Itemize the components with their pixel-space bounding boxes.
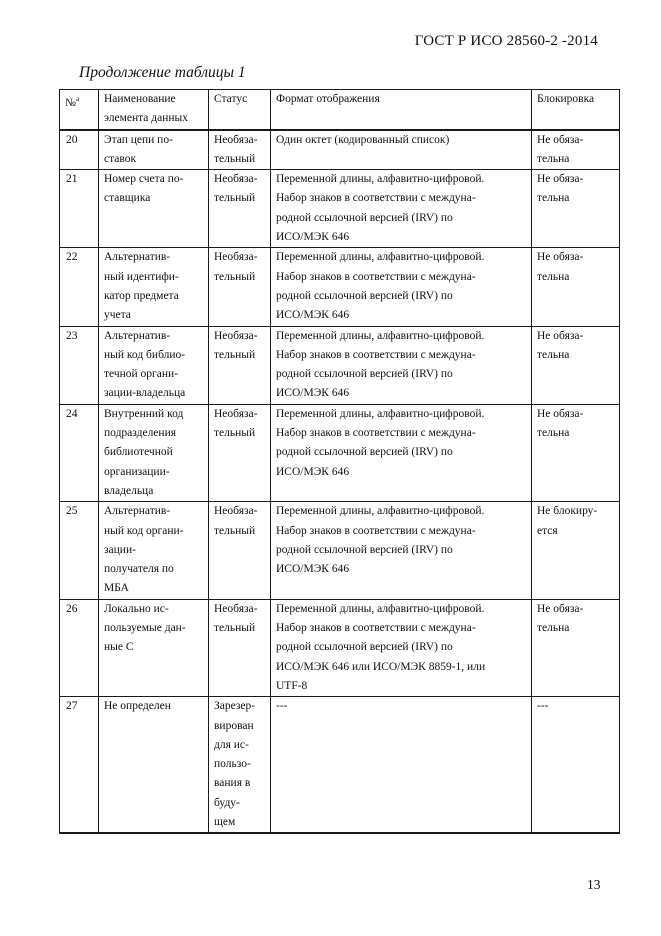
column-header-number	[60, 90, 99, 130]
cell-status: Необяза- тельный	[209, 248, 271, 326]
cell-format: Переменной длины, алфавитно-цифровой. Набор знаков в соответствии с междуна- родной ссылочной версией (IRV) по ИСО/МЭК 646 или ИСО/МЭК 8859-1, или UTF-8	[271, 599, 532, 696]
column-header-lock: Блокировка	[532, 90, 620, 130]
cell-format: Один октет (кодированный список)	[271, 130, 532, 170]
page-number: 13	[587, 877, 601, 892]
column-header-name: Наименование элемента данных	[99, 90, 209, 130]
cell-lock: ---	[532, 697, 620, 834]
cell-lock: Не обяза- тельна	[532, 248, 620, 326]
cell-status: Необяза- тельный	[209, 326, 271, 404]
cell-lock: Не обяза- тельна	[532, 326, 620, 404]
table-row	[60, 404, 620, 501]
document-header: ГОСТ Р ИСО 28560-2 -2014	[414, 33, 598, 49]
table-row	[60, 130, 620, 170]
cell-name: Альтернатив- ный код органи- зации- получателя по МБА	[99, 502, 209, 599]
cell-format: Переменной длины, алфавитно-цифровой. Набор знаков в соответствии с междуна- родной ссылочной версией (IRV) по ИСО/МЭК 646	[271, 404, 532, 501]
column-header-number-label: №	[65, 97, 76, 109]
cell-number: 20	[60, 130, 99, 170]
column-header-status: Статус	[209, 90, 271, 130]
cell-lock: Не обяза- тельна	[532, 404, 620, 501]
table-row	[60, 599, 620, 696]
cell-format: Переменной длины, алфавитно-цифровой. Набор знаков в соответствии с междуна- родной ссылочной версией (IRV) по ИСО/МЭК 646	[271, 248, 532, 326]
cell-format: Переменной длины, алфавитно-цифровой. Набор знаков в соответствии с междуна- родной ссылочной версией (IRV) по ИСО/МЭК 646	[271, 170, 532, 248]
table-row	[60, 502, 620, 599]
table-row	[60, 248, 620, 326]
cell-status: Необяза- тельный	[209, 502, 271, 599]
cell-lock: Не блокиру- ется	[532, 502, 620, 599]
cell-lock: Не обяза- тельна	[532, 170, 620, 248]
column-header-format: Формат отображения	[271, 90, 532, 130]
cell-lock: Не обяза- тельна	[532, 599, 620, 696]
cell-format: Переменной длины, алфавитно-цифровой. Набор знаков в соответствии с междуна- родной ссылочной версией (IRV) по ИСО/МЭК 646	[271, 502, 532, 599]
cell-name: Внутренний код подразделения библиотечной организации- владельца	[99, 404, 209, 501]
cell-status: Зарезер- вирован для ис- пользо- вания в буду- щем	[209, 697, 271, 834]
cell-number: 21	[60, 170, 99, 248]
cell-lock: Не обяза- тельна	[532, 130, 620, 170]
data-elements-table	[59, 89, 620, 834]
cell-number: 23	[60, 326, 99, 404]
table-row	[60, 170, 620, 248]
cell-status: Необяза- тельный	[209, 170, 271, 248]
cell-number: 25	[60, 502, 99, 599]
cell-format: ---	[271, 697, 532, 834]
cell-format: Переменной длины, алфавитно-цифровой. Набор знаков в соответствии с междуна- родной ссылочной версией (IRV) по ИСО/МЭК 646	[271, 326, 532, 404]
cell-status: Необяза- тельный	[209, 404, 271, 501]
cell-name: Номер счета по- ставщика	[99, 170, 209, 248]
table-header-row	[60, 90, 620, 130]
cell-number: 27	[60, 697, 99, 834]
cell-number: 26	[60, 599, 99, 696]
cell-name: Локально ис- пользуемые дан- ные С	[99, 599, 209, 696]
table-row	[60, 697, 620, 834]
cell-status: Необяза- тельный	[209, 130, 271, 170]
table-caption: Продолжение таблицы 1	[79, 64, 246, 81]
cell-name: Этап цепи по- ставок	[99, 130, 209, 170]
cell-number: 22	[60, 248, 99, 326]
footnote-marker: а	[75, 95, 80, 103]
table-row	[60, 326, 620, 404]
cell-name: Альтернатив- ный код библио- течной органи- зации-владельца	[99, 326, 209, 404]
cell-name: Не определен	[99, 697, 209, 834]
cell-status: Необяза- тельный	[209, 599, 271, 696]
cell-name: Альтернатив- ный идентифи- катор предмета учета	[99, 248, 209, 326]
cell-number: 24	[60, 404, 99, 501]
